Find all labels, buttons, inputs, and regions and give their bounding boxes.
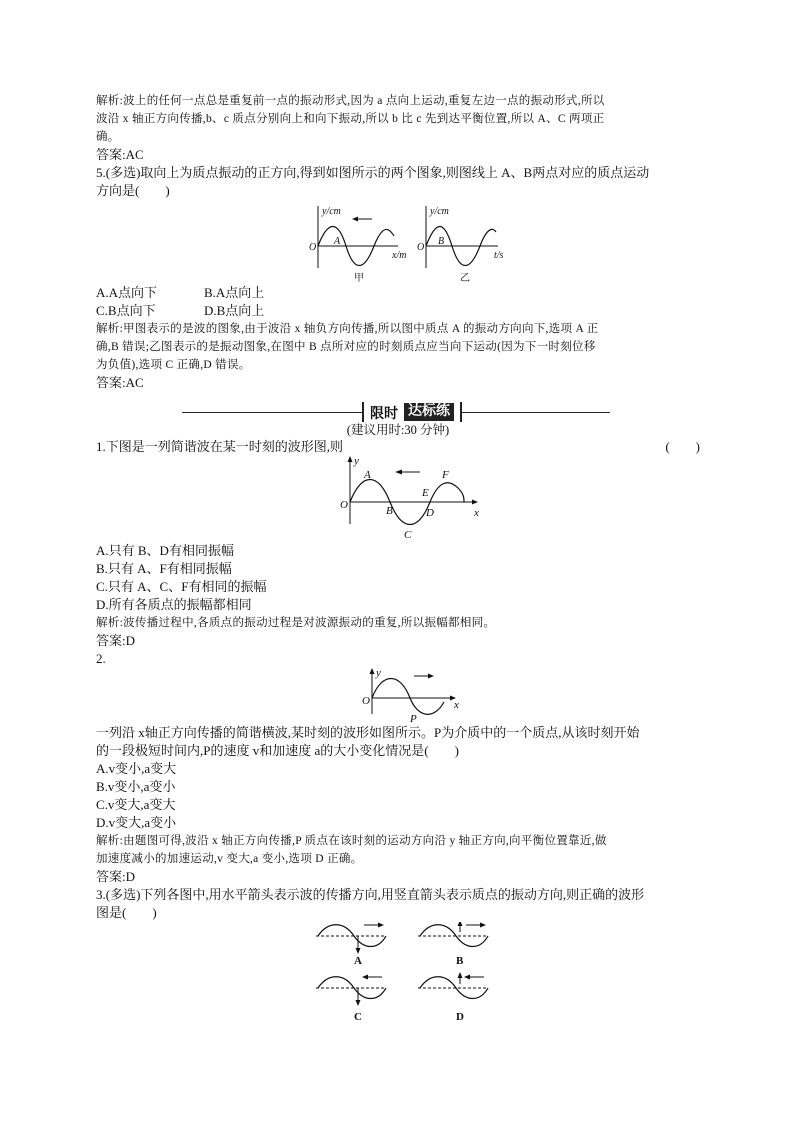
q2-number: 2. [96, 651, 106, 666]
q5-right-caption: 乙 [460, 273, 470, 284]
q1-option-a: A.只有 B、D有相同振幅 [96, 543, 234, 558]
q1-y-label: y [354, 456, 359, 467]
q5-right-origin: O [417, 242, 425, 253]
q2-y-label: y [376, 668, 381, 679]
q3-label-a: A [354, 955, 362, 967]
q5-left-origin: O [309, 242, 317, 253]
q5-left-caption: 甲 [354, 273, 364, 284]
prev-analysis-line-2: 波沿 x 轴正方向传播,b、c 质点分别向上和向下振动,所以 b 比 c 先到达平衡位置,所以 A、C 两项正 [96, 113, 605, 125]
prev-answer: 答案:AC [96, 147, 144, 162]
q1-figure [96, 456, 700, 542]
q5-option-c: C.B点向下 [96, 303, 156, 318]
q2-origin: O [362, 695, 370, 707]
q1-x-label: x [474, 507, 479, 519]
q2-answer: 答案:D [96, 869, 136, 884]
section-subtitle: (建议用时:30 分钟) [346, 423, 450, 437]
document-page [96, 92, 700, 1022]
q5-options-row-2 [96, 302, 700, 320]
q5-analysis-line-2: 确,B 错误;乙图表示的是振动图象,在图中 B 点所对应的时刻质点应当向下运动(因为下一时刻位移 [96, 341, 596, 353]
q5-figure [96, 202, 700, 284]
q2-stem-line-1: 一列沿 x轴正方向传播的简谐横波,某时刻的波形如图所示。P为介质中的一个质点,从该时刻开始 [96, 725, 640, 740]
q1-point-f: F [442, 469, 449, 481]
q1-point-b: B [386, 505, 393, 517]
q1-stem: 1.下图是一列简谐波在某一时刻的波形图,则 [96, 439, 344, 454]
q3-stem-line-1: 3.(多选)下列各图中,用水平箭头表示波的传播方向,用竖直箭头表示质点的振动方向,则正确的波形 [96, 887, 645, 902]
q5-left-xlabel: x/m [392, 250, 407, 261]
section-rule-left [182, 412, 362, 413]
q2-option-d: D.v变大,a变小 [96, 815, 177, 830]
q1-option-c: C.只有 A、C、F有相同的振幅 [96, 579, 267, 594]
q1-analysis: 解析:波传播过程中,各质点的振动过程是对波源振动的重复,所以振幅都相同。 [96, 617, 496, 629]
q2-point-p: P [410, 713, 417, 724]
q5-answer: 答案:AC [96, 375, 144, 390]
q5-option-a: A.A点向下 [96, 285, 158, 300]
q1-point-e: E [422, 487, 429, 499]
q2-figure [96, 668, 700, 724]
q5-right-xlabel: t/s [494, 250, 504, 261]
section-title-box [362, 402, 462, 422]
q2-option-a: A.v变小,a变大 [96, 761, 177, 776]
q1-option-d: D.所有各质点的振幅都相同 [96, 597, 252, 612]
q5-analysis-line-1: 解析:甲图表示的是波的图象,由于波沿 x 轴负方向传播,所以图中质点 A 的振动方向向下,选项 A 正 [96, 323, 599, 335]
q1-point-d: D [426, 507, 434, 519]
q1-origin: O [340, 499, 348, 511]
q3-label-c: C [354, 1011, 362, 1022]
q2-option-c: C.v变大,a变大 [96, 797, 176, 812]
q1-option-b: B.只有 A、F有相同振幅 [96, 561, 232, 576]
prev-analysis-line-1: 解析:波上的任何一点总是重复前一点的振动形式,因为 a 点向上运动,重复左边一点的振动形式,所以 [96, 95, 605, 107]
q2-stem-line-2: 的一段极短时间内,P的速度 v和加速度 a的大小变化情况是( ) [96, 743, 459, 758]
section-rule-right [462, 412, 610, 413]
q5-left-point: A [334, 236, 341, 247]
q1-point-c: C [404, 529, 412, 541]
q5-left-ylabel: y/cm [322, 206, 341, 217]
section-title-a: 限时 [370, 407, 398, 422]
q5-stem-line-2: 方向是( ) [96, 183, 170, 198]
q3-stem-line-2: 图是( ) [96, 905, 157, 920]
q5-option-d: D.B点向上 [204, 303, 265, 318]
q1-answer: 答案:D [96, 633, 136, 648]
prev-analysis-line-3: 确。 [96, 131, 120, 143]
q5-right-ylabel: y/cm [430, 206, 449, 217]
q5-option-b: B.A点向上 [204, 285, 265, 300]
q5-right-point: B [438, 236, 445, 247]
q5-options-row-1 [96, 284, 700, 302]
q2-x-label: x [454, 699, 459, 711]
q2-analysis-line-1: 解析:由题图可得,波沿 x 轴正方向传播,P 质点在该时刻的运动方向沿 y 轴正方向,向平衡位置靠近,做 [96, 835, 607, 847]
q1-point-a: A [364, 469, 371, 481]
q1-paren: ( ) [665, 439, 700, 454]
section-title-b: 达标练 [404, 403, 454, 421]
q3-label-b: B [456, 955, 464, 967]
q5-stem-line-1: 5.(多选)取向上为质点振动的正方向,得到如图所示的两个图象,则图线上 A、B两点对应的质点运动 [96, 165, 650, 180]
q3-figure [96, 922, 700, 1022]
section-header [96, 400, 700, 422]
q5-analysis-line-3: 为负值),选项 C 正确,D 错误。 [96, 359, 251, 371]
q2-option-b: B.v变小,a变小 [96, 779, 176, 794]
q2-analysis-line-2: 加速度减小的加速运动,v 变大,a 变小,选项 D 正确。 [96, 853, 363, 865]
q3-label-d: D [456, 1011, 464, 1022]
